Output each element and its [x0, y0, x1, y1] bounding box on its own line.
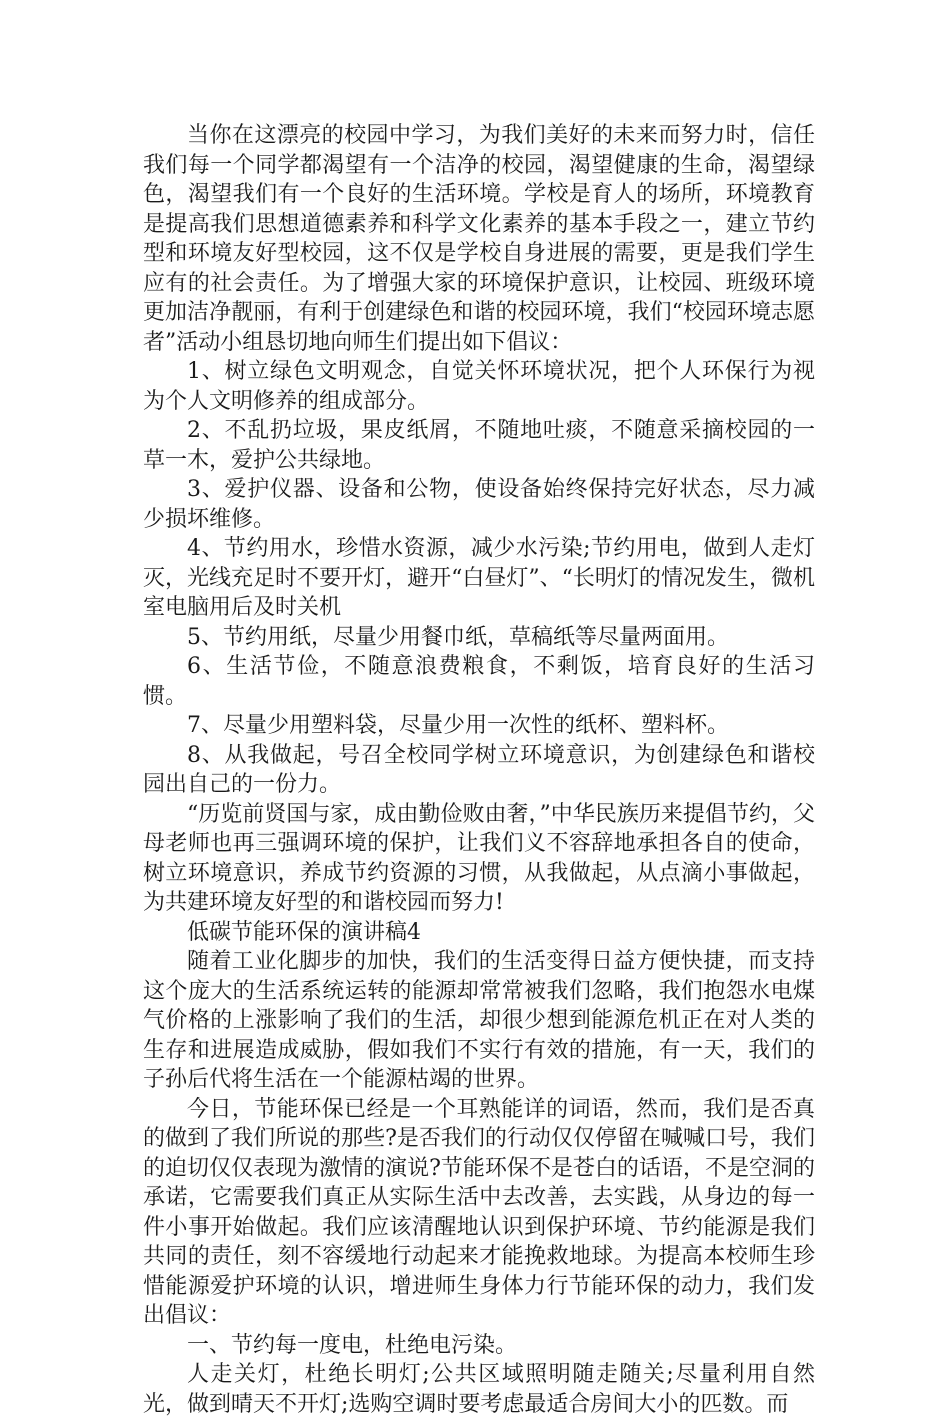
paragraph-item-4: 4、节约用水，珍惜水资源，减少水污染;节约用电，做到人走灯灭，光线充足时不要开灯，避开“白昼灯”、“长明灯的情况发生，微机室电脑用后及时关机 — [143, 536, 815, 620]
paragraph-conclusion: “历览前贤国与家，成由勤俭败由奢，”中华民族历来提倡节约，父母老师也再三强调环境的保护，让我们义不容辞地承担各自的使命，树立环境意识，养成节约资源的习惯，从我做起，从点滴小事做起，为共建环境友好型的和谐校园而努力! — [143, 801, 815, 915]
document-body — [143, 121, 815, 1419]
paragraph-proposal-1: 一、节约每一度电，杜绝电污染。 — [187, 1332, 518, 1358]
paragraph-item-5: 5、节约用纸，尽量少用餐巾纸，草稿纸等尽量两面用。 — [187, 624, 729, 650]
paragraph-speech-body: 今日，节能环保已经是一个耳熟能详的词语，然而，我们是否真的做到了我们所说的那些?是否我们的行动仅仅停留在喊喊口号，我们的迫切仅仅表现为激情的演说?节能环保不是苍白的话语，不是空洞的承诺，它需要我们真正从实际生活中去改善，去实践，从身边的每一件小事开始做起。我们应该清醒地认识到保护环境、节约能源是我们共同的责任，刻不容缓地行动起来才能挽救地球。为提高本校师生珍惜能源爱护环境的认识，增进师生身体力行节能环保的动力，我们发出倡议： — [143, 1096, 815, 1328]
paragraph-item-1: 1、树立绿色文明观念，自觉关怀环境状况，把个人环保行为视为个人文明修养的组成部分。 — [143, 359, 815, 414]
section-heading: 低碳节能环保的演讲稿4 — [187, 919, 421, 945]
paragraph-item-7: 7、尽量少用塑料袋，尽量少用一次性的纸杯、塑料杯。 — [187, 713, 729, 738]
paragraph-item-3: 3、爱护仪器、设备和公物，使设备始终保持完好状态，尽力减少损坏维修。 — [143, 477, 815, 532]
paragraph-proposal-1-detail: 人走关灯，杜绝长明灯;公共区域照明随走随关;尽量利用自然光，做到晴天不开灯;选购空调时要考虑最适合房间大小的匹数。而 — [143, 1362, 815, 1417]
paragraph-item-2: 2、不乱扔垃圾，果皮纸屑，不随地吐痰，不随意采摘校园的一草一木，爱护公共绿地。 — [143, 418, 815, 473]
paragraph-speech-intro: 随着工业化脚步的加快，我们的生活变得日益方便快捷，而支持这个庞大的生活系统运转的能源却常常被我们忽略，我们抱怨水电煤气价格的上涨影响了我们的生活，却很少想到能源危机正在对人类的生存和进展造成威胁，假如我们不实行有效的措施，有一天，我们的子孙后代将生活在一个能源枯竭的世界。 — [143, 949, 815, 1092]
paragraph-item-6: 6、生活节俭，不随意浪费粮食，不剩饭，培育良好的生活习惯。 — [143, 654, 815, 709]
paragraph-intro: 当你在这漂亮的校园中学习，为我们美好的未来而努力时，信任我们每一个同学都渴望有一个洁净的校园，渴望健康的生命，渴望绿色，渴望我们有一个良好的生活环境。学校是育人的场所，环境教育是提高我们思想道德素养和科学文化素养的基本手段之一，建立节约型和环境友好型校园，这不仅是学校自身进展的需要，更是我们学生应有的社会责任。为了增强大家的环境保护意识，让校园、班级环境更加洁净靓丽，有利于创建绿色和谐的校园环境，我们“校园环境志愿者”活动小组恳切地向师生们提出如下倡议： — [143, 123, 815, 355]
paragraph-item-8: 8、从我做起，号召全校同学树立环境意识，为创建绿色和谐校园出自己的一份力。 — [143, 742, 815, 797]
